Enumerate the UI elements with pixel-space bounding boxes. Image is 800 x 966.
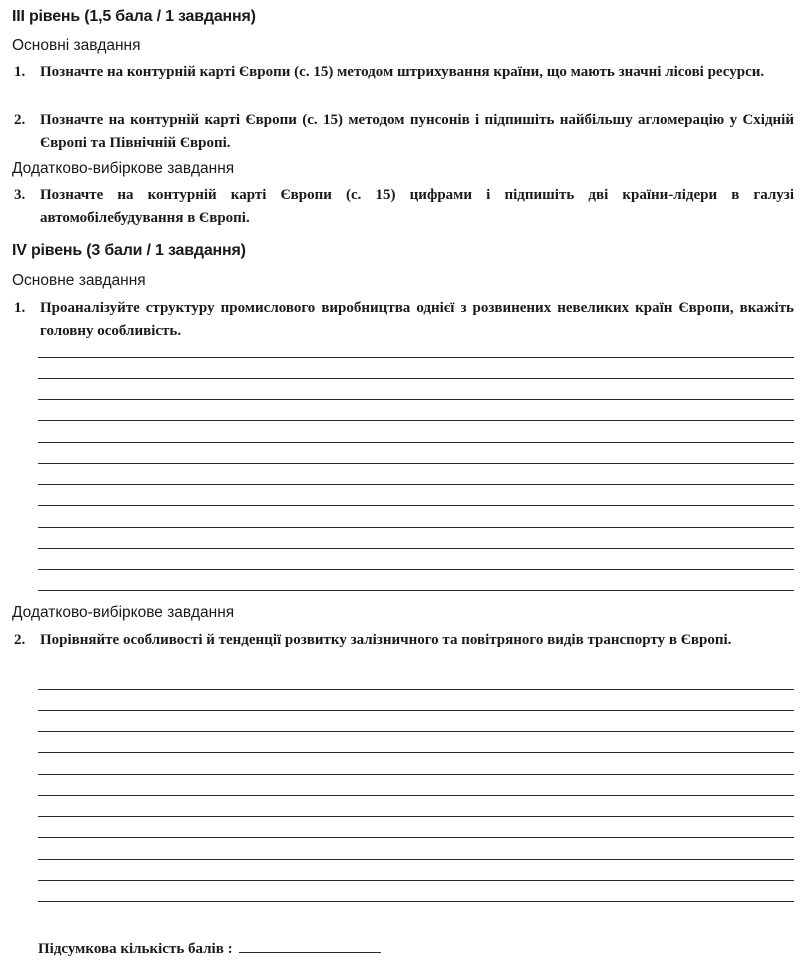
answer-line[interactable] bbox=[38, 569, 794, 570]
total-score-blank[interactable] bbox=[239, 938, 381, 953]
answer-line[interactable] bbox=[38, 880, 794, 881]
task-text: Позначте на контурній карті Європи (с. 15) методом штрихування країни, що мають значні лісові ресурси. bbox=[40, 64, 765, 80]
answer-line[interactable] bbox=[38, 505, 794, 506]
extra-task-label-2: Додатково-вибіркове завдання bbox=[12, 604, 235, 621]
task-number: 3. bbox=[14, 187, 26, 203]
answer-line[interactable] bbox=[38, 752, 794, 753]
answer-line[interactable] bbox=[38, 731, 794, 732]
task-text: Позначте на контурній карті Європи (с. 15) методом пунсонів і підпишіть найбільшу агломерацію у Східній Європі та Північній Європі. bbox=[40, 112, 794, 151]
answer-line[interactable] bbox=[38, 420, 794, 421]
answer-line[interactable] bbox=[38, 548, 794, 549]
task-number: 1. bbox=[14, 300, 26, 316]
total-score-label: Підсумкова кількість балів : bbox=[38, 941, 233, 957]
answer-line[interactable] bbox=[38, 442, 794, 443]
task-number: 1. bbox=[14, 64, 26, 80]
answer-line[interactable] bbox=[38, 590, 794, 591]
answer-line[interactable] bbox=[38, 774, 794, 775]
answer-line[interactable] bbox=[38, 527, 794, 528]
task-text: Порівняйте особливості й тенденції розвитку залізничного та повітряного видів транспорту в Європі. bbox=[40, 632, 732, 648]
task-text: Проаналізуйте структуру промислового виробництва однієї з розвинених невеликих країн Європи, вкажіть головну особливість. bbox=[40, 300, 794, 339]
task-3-1 bbox=[14, 61, 794, 84]
extra-task-label: Додатково-вибіркове завдання bbox=[12, 160, 235, 177]
task-4-1 bbox=[14, 297, 794, 343]
task-number: 2. bbox=[14, 632, 26, 648]
answer-line[interactable] bbox=[38, 837, 794, 838]
total-score-row bbox=[38, 938, 381, 958]
main-tasks-label: Основні завдання bbox=[12, 37, 141, 54]
task-3-2 bbox=[14, 109, 794, 155]
task-4-2 bbox=[14, 629, 794, 652]
answer-line[interactable] bbox=[38, 399, 794, 400]
answer-line[interactable] bbox=[38, 378, 794, 379]
answer-line[interactable] bbox=[38, 859, 794, 860]
task-3-3 bbox=[14, 184, 794, 230]
level-3-heading: III рівень (1,5 бала / 1 завдання) bbox=[12, 8, 256, 25]
answer-line[interactable] bbox=[38, 710, 794, 711]
answer-line[interactable] bbox=[38, 901, 794, 902]
task-text: Позначте на контурній карті Європи (с. 15) цифрами і підпишіть дві країни-лідери в галузі автомобілебудування в Європі. bbox=[40, 187, 794, 226]
task-number: 2. bbox=[14, 112, 26, 128]
level-4-heading: IV рівень (3 бали / 1 завдання) bbox=[12, 242, 246, 259]
answer-line[interactable] bbox=[38, 484, 794, 485]
answer-line[interactable] bbox=[38, 816, 794, 817]
answer-line[interactable] bbox=[38, 689, 794, 690]
answer-line[interactable] bbox=[38, 357, 794, 358]
main-task-label: Основне завдання bbox=[12, 272, 146, 289]
answer-line[interactable] bbox=[38, 463, 794, 464]
answer-line[interactable] bbox=[38, 795, 794, 796]
